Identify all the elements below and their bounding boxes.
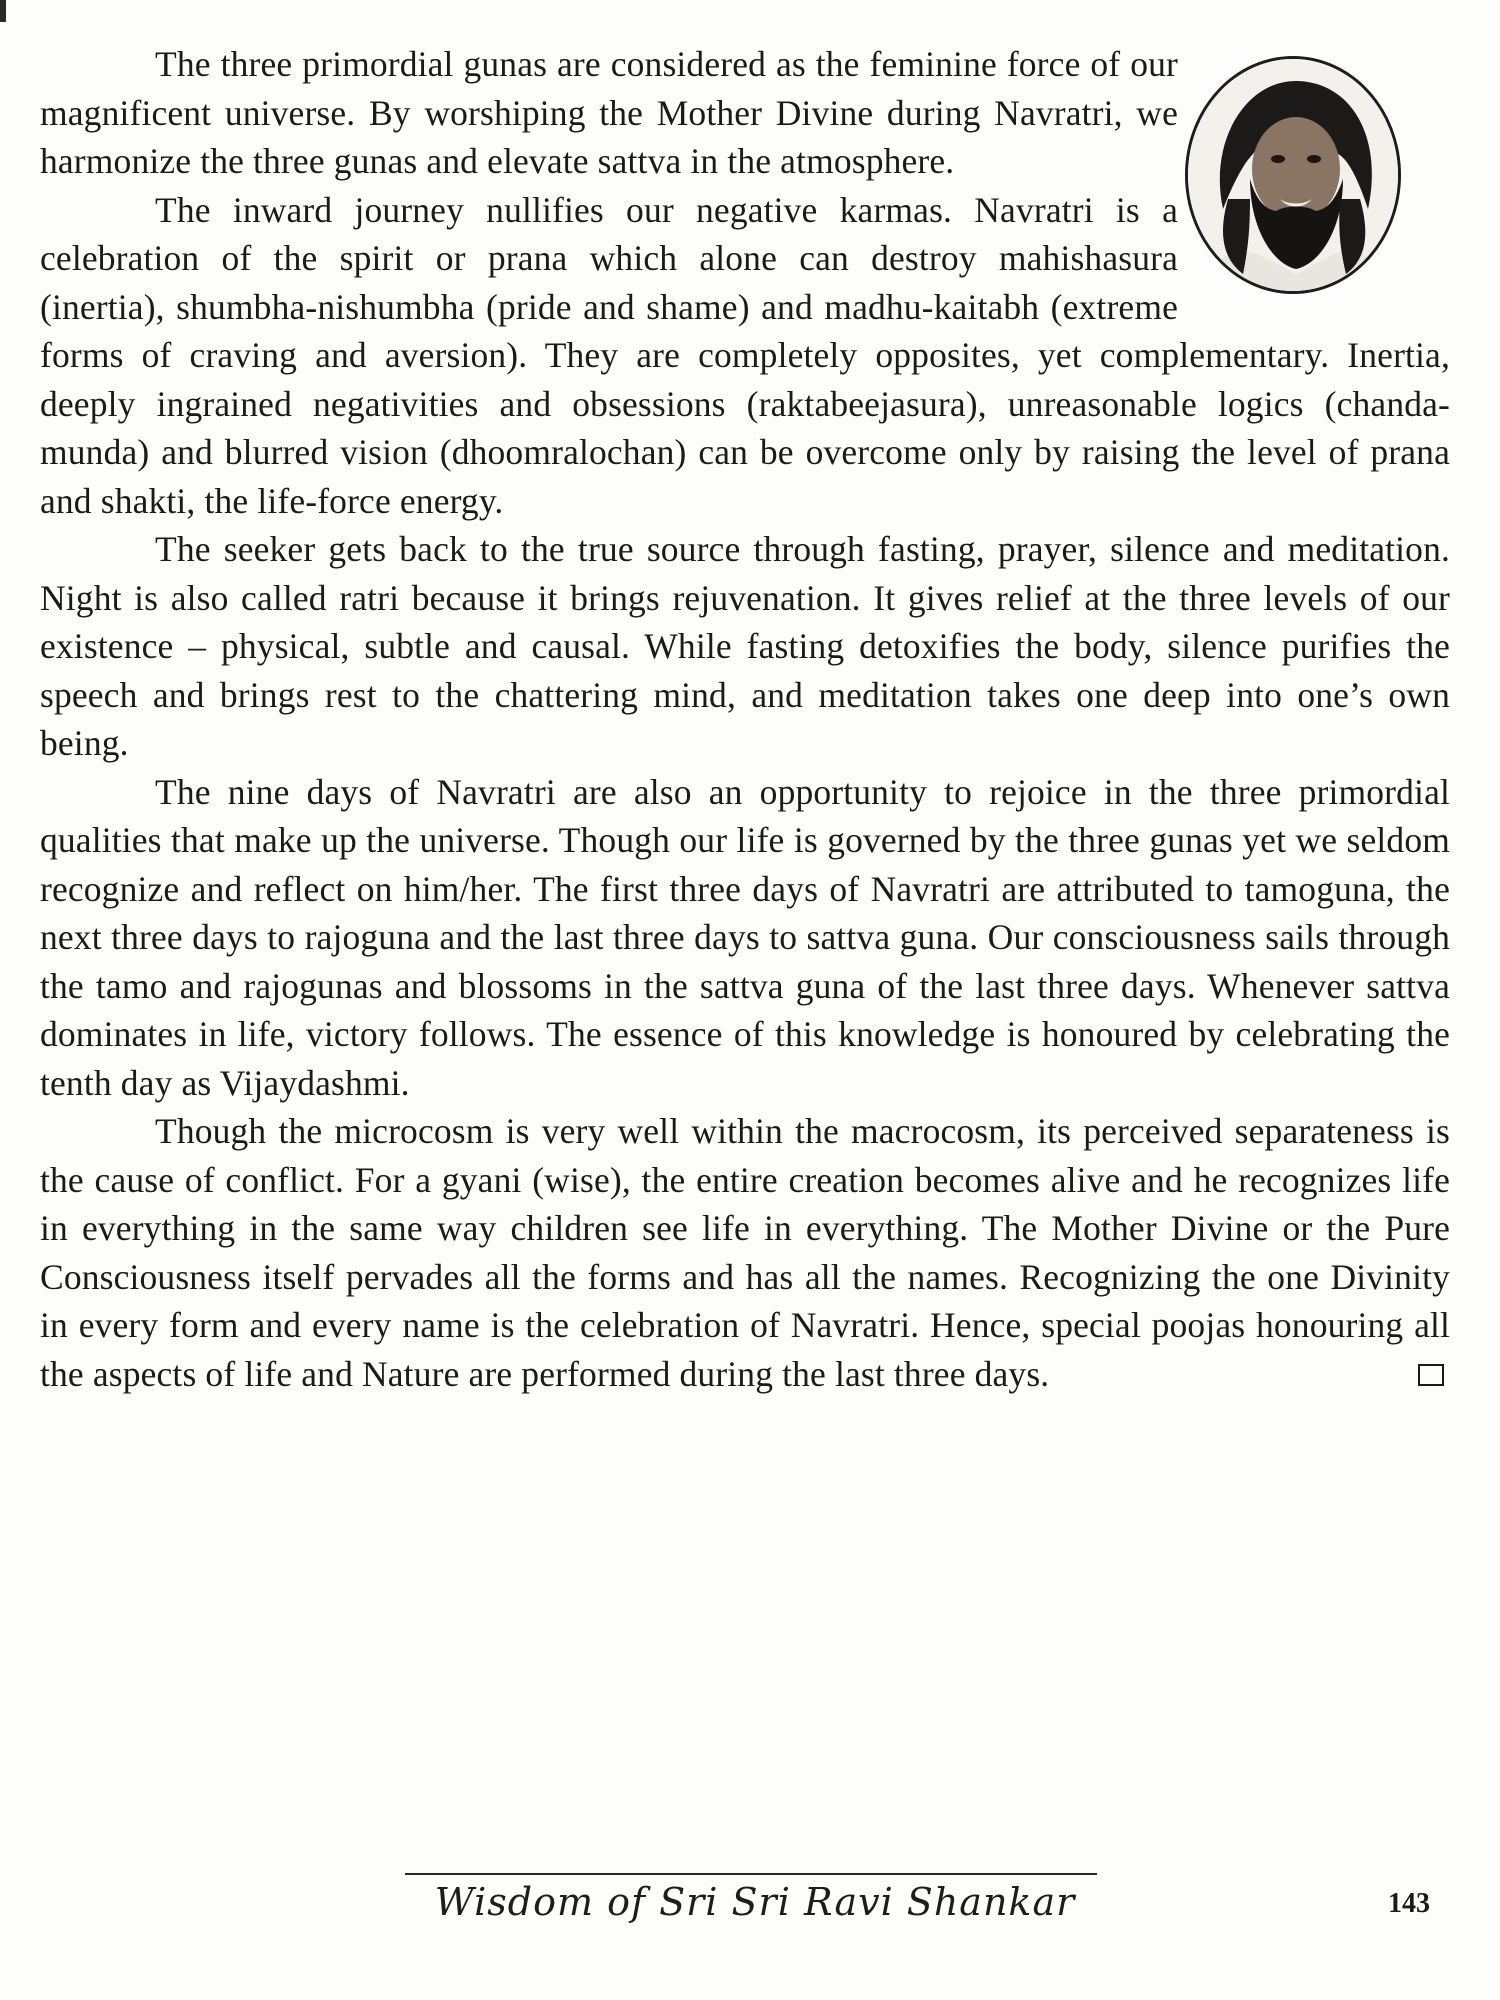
paragraph-4: The nine days of Navratri are also an opportunity to rejoice in the three primordial qualities that make up the universe. Though our life is governed by the three gunas yet we seldom recognize and reflect on him/her. The first three days of Navratri are attributed to tamoguna, the next three days to rajoguna and the last three days to sattva guna. Our consciousness sails through the tamo and rajogunas and blossoms in the sattva guna of the last three days. Whenever sattva dominates in life, victory follows. The essence of this knowledge is honoured by celebrating the tenth day as Vijaydashmi. — [40, 771, 1450, 1103]
article-body — [40, 40, 1450, 1398]
portrait-wrap-space — [1178, 40, 1450, 292]
paragraph-5 — [40, 1107, 1450, 1398]
end-of-article-icon — [1418, 1364, 1444, 1386]
page-number: 143 — [1388, 1888, 1430, 1919]
paragraph-3: The seeker gets back to the true source through fasting, prayer, silence and meditation. Night is also called ratri because it brings rejuvenation. It gives relief at the three levels of our existence – physical, subtle and causal. While fasting detoxifies the body, silence purifies the speech and brings rest to the chattering mind, and meditation takes one deep into one’s own being. — [40, 529, 1450, 763]
scan-edge-mark — [0, 0, 6, 22]
footer-divider — [405, 1873, 1097, 1875]
footer-book-title: Wisdom of Sri Sri Ravi Shankar — [434, 1880, 1076, 1924]
paragraph-2: The inward journey nullifies our negative karmas. Navratri is a celebration of the spirit or prana which alone can destroy mahishasura (inertia), shumbha-nishumbha (pride and shame) and madhu-kaitabh (extreme forms of craving and aversion). They are completely opposites, yet complementary. Inertia, deeply ingrained negativities and obsessions (raktabeejasura), unreasonable logics (chanda-munda) and blurred vision (dhoomralochan) can be overcome only by raising the level of prana and shakti, the life-force energy. — [40, 189, 1450, 521]
paragraph-5-text: Though the microcosm is very well within the macrocosm, its perceived separateness is the cause of conflict. For a gyani (wise), the entire creation becomes alive and he recognizes life in everything in the same way children see life in everything. The Mother Divine or the Pure Consciousness itself pervades all the forms and has all the names. Recognizing the one Divinity in every form and every name is the celebration of Navratri. Hence, special poojas honouring all the aspects of life and Nature are performed during the last three days. — [40, 1111, 1450, 1394]
paragraph-1: The three primordial gunas are considered as the feminine force of our magnificent universe. By worshiping the Mother Divine during Navratri, we harmonize the three gunas and elevate sattva in the atmosphere. — [40, 44, 1178, 181]
